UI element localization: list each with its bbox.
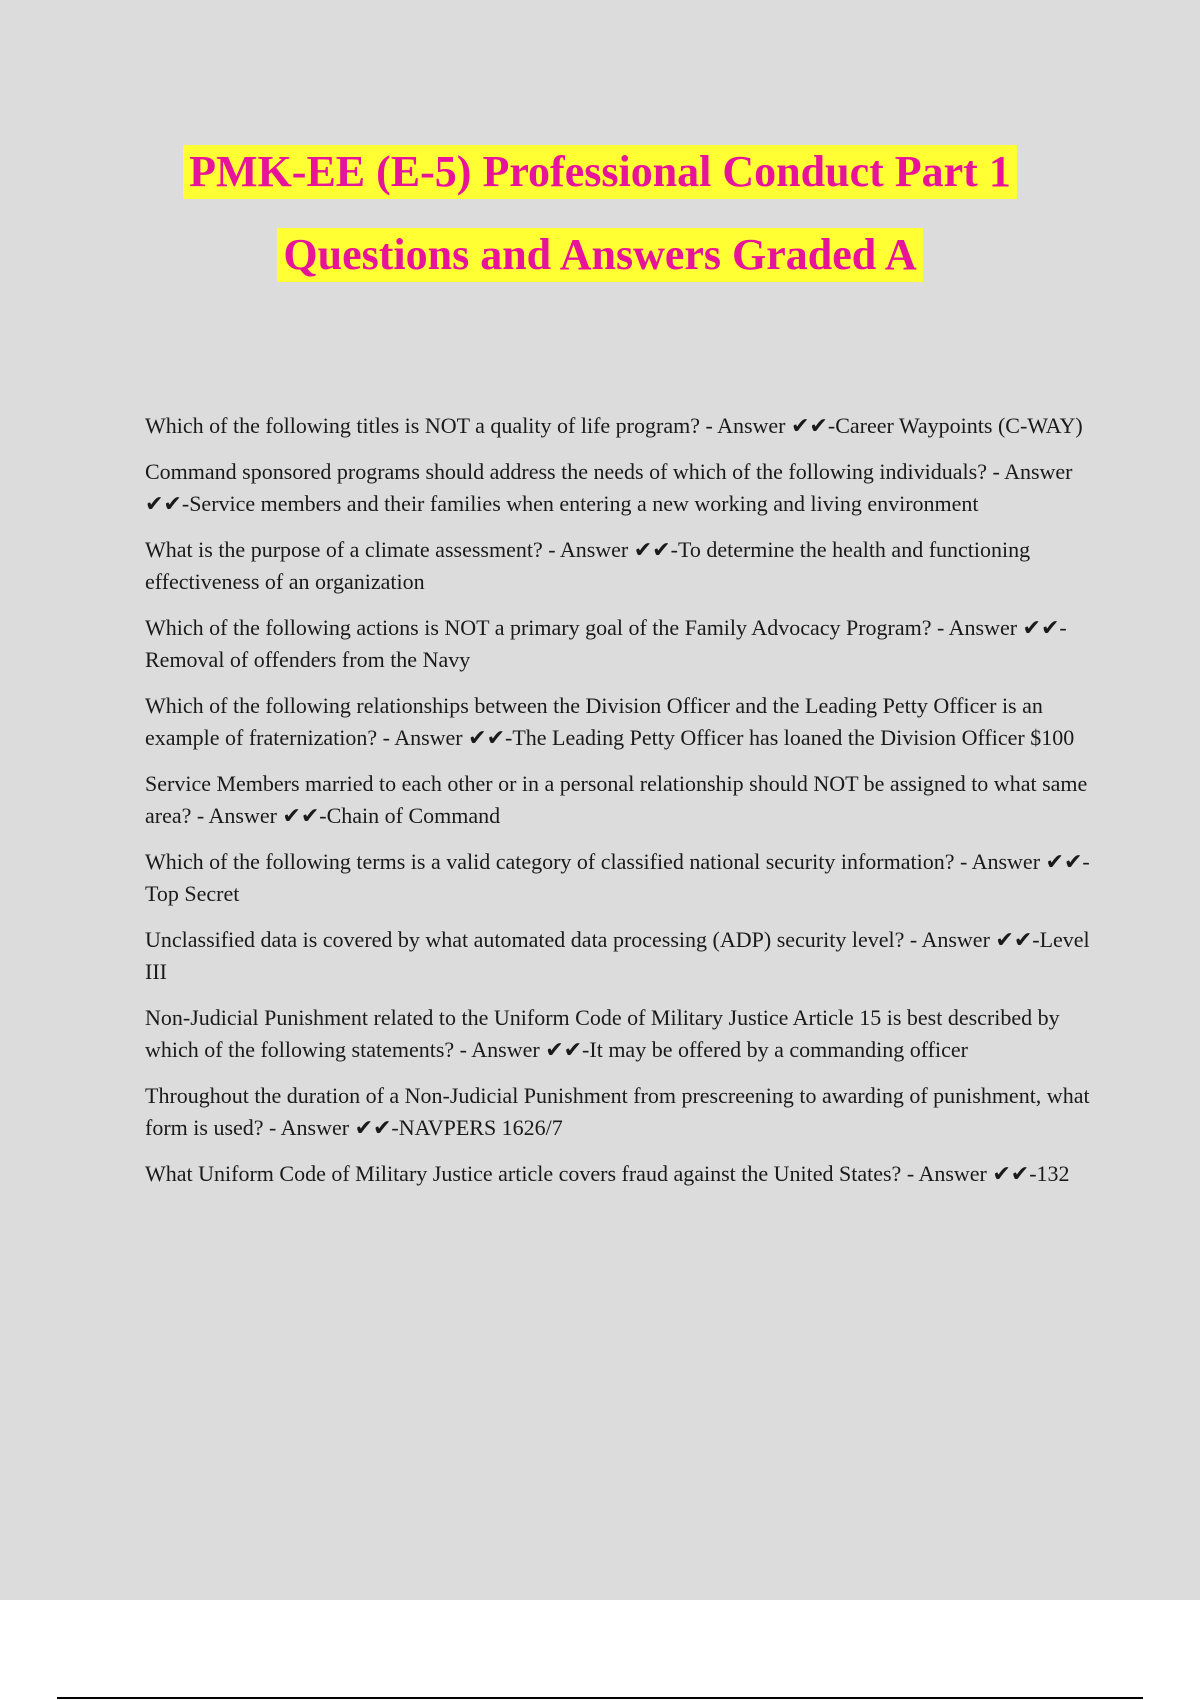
- footer-divider: [57, 1697, 1143, 1699]
- title-line-2: Questions and Answers Graded A: [277, 228, 922, 282]
- qa-item: Unclassified data is covered by what automated data processing (ADP) security level? - Answer ✔✔-Level III: [145, 927, 1090, 984]
- qa-item: Which of the following terms is a valid category of classified national security information? - Answer ✔✔-Top Secret: [145, 849, 1090, 906]
- qa-item: Non-Judicial Punishment related to the Uniform Code of Military Justice Article 15 is best described by which of the following statements? - Answer ✔✔-It may be offered by a commanding officer: [145, 1005, 1060, 1062]
- qa-list: [145, 410, 1095, 1204]
- qa-item: What is the purpose of a climate assessment? - Answer ✔✔-To determine the health and functioning effectiveness of an organization: [145, 537, 1031, 594]
- qa-item: Which of the following relationships between the Division Officer and the Leading Petty Officer is an example of fraternization? - Answer ✔✔-The Leading Petty Officer has loaned the Division Officer $100: [145, 693, 1075, 750]
- qa-item: Service Members married to each other or in a personal relationship should NOT be assigned to what same area? - Answer ✔✔-Chain of Command: [145, 771, 1088, 828]
- qa-item: What Uniform Code of Military Justice article covers fraud against the United States? - Answer ✔✔-132: [145, 1161, 1070, 1186]
- qa-item: Which of the following titles is NOT a quality of life program? - Answer ✔✔-Career Waypoints (C-WAY): [145, 413, 1083, 438]
- qa-item: Throughout the duration of a Non-Judicial Punishment from prescreening to awarding of punishment, what form is used? - Answer ✔✔-NAVPERS 1626/7: [145, 1083, 1090, 1140]
- qa-item: Which of the following actions is NOT a primary goal of the Family Advocacy Program? - Answer ✔✔-Removal of offenders from the Navy: [145, 615, 1067, 672]
- document-title: [0, 140, 1200, 306]
- title-line-1: PMK-EE (E-5) Professional Conduct Part 1: [183, 145, 1017, 199]
- qa-item: Command sponsored programs should address the needs of which of the following individuals? - Answer ✔✔-Service members and their families when entering a new working and living environment: [145, 459, 1073, 516]
